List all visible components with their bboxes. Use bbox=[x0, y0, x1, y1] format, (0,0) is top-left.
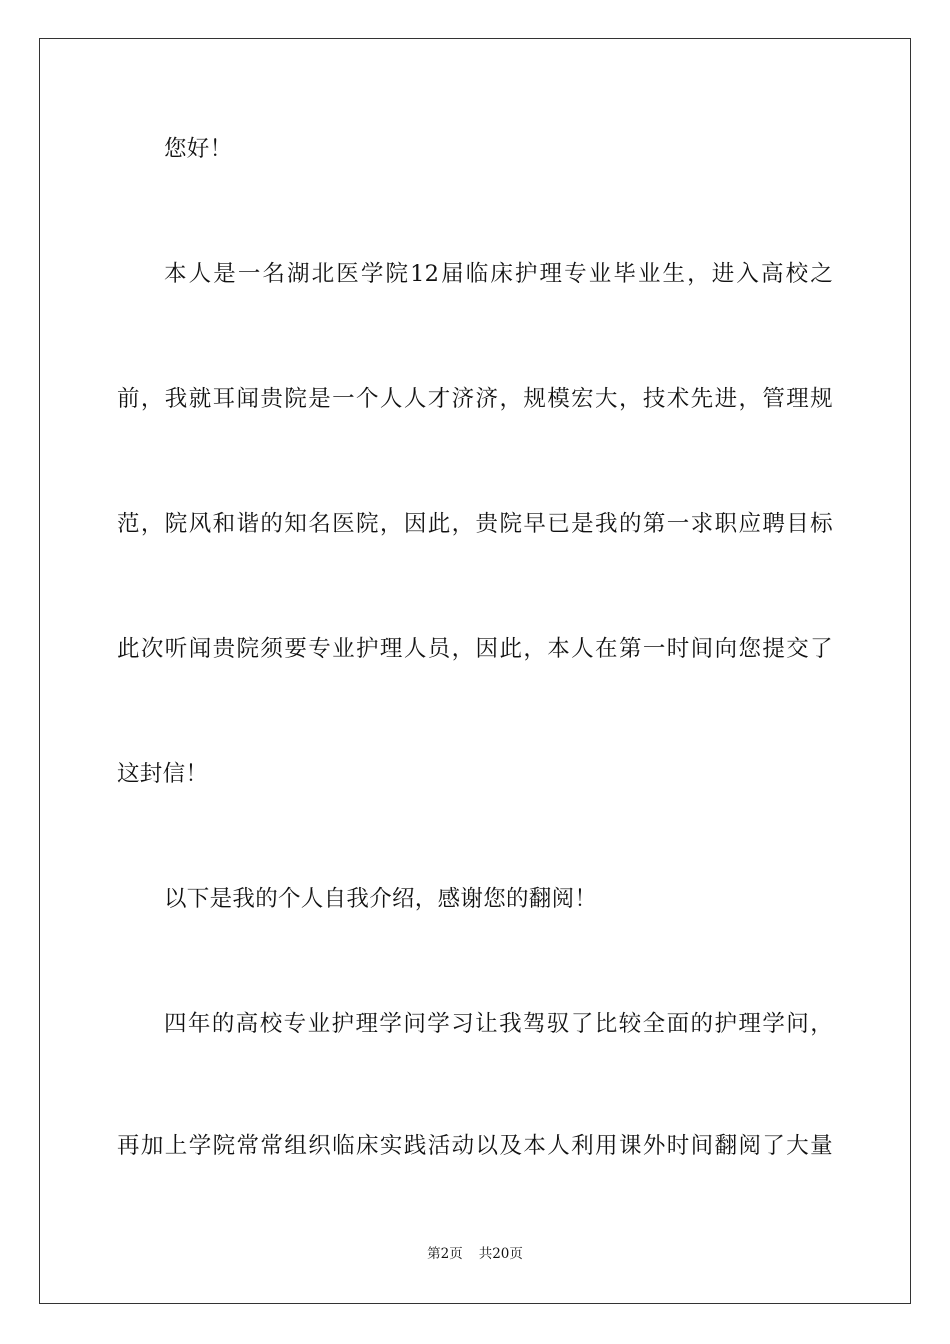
body-line-6: 以下是我的个人自我介绍，感谢您的翻阅！ bbox=[164, 886, 598, 912]
page-total: 共20页 bbox=[478, 1246, 523, 1262]
body-line-5: 这封信！ bbox=[117, 761, 209, 787]
page-frame bbox=[39, 38, 911, 1304]
body-line-1: 本人是一名湖北医学院12届临床护理专业毕业生，进入高校之 bbox=[164, 261, 833, 287]
page-number: 第2页 bbox=[427, 1246, 463, 1262]
body-line-3: 范，院风和谐的知名医院，因此，贵院早已是我的第一求职应聘目标 bbox=[117, 511, 833, 537]
body-line-7: 四年的高校专业护理学问学习让我驾驭了比较全面的护理学问， bbox=[164, 1011, 833, 1037]
body-line-4: 此次听闻贵院须要专业护理人员，因此，本人在第一时间向您提交了 bbox=[117, 636, 833, 662]
greeting-line: 您好！ bbox=[164, 136, 233, 162]
body-line-8: 再加上学院常常组织临床实践活动以及本人利用课外时间翻阅了大量 bbox=[117, 1133, 833, 1159]
body-line-2: 前，我就耳闻贵院是一个人人才济济，规模宏大，技术先进，管理规 bbox=[117, 386, 833, 412]
page-footer bbox=[0, 1244, 950, 1264]
